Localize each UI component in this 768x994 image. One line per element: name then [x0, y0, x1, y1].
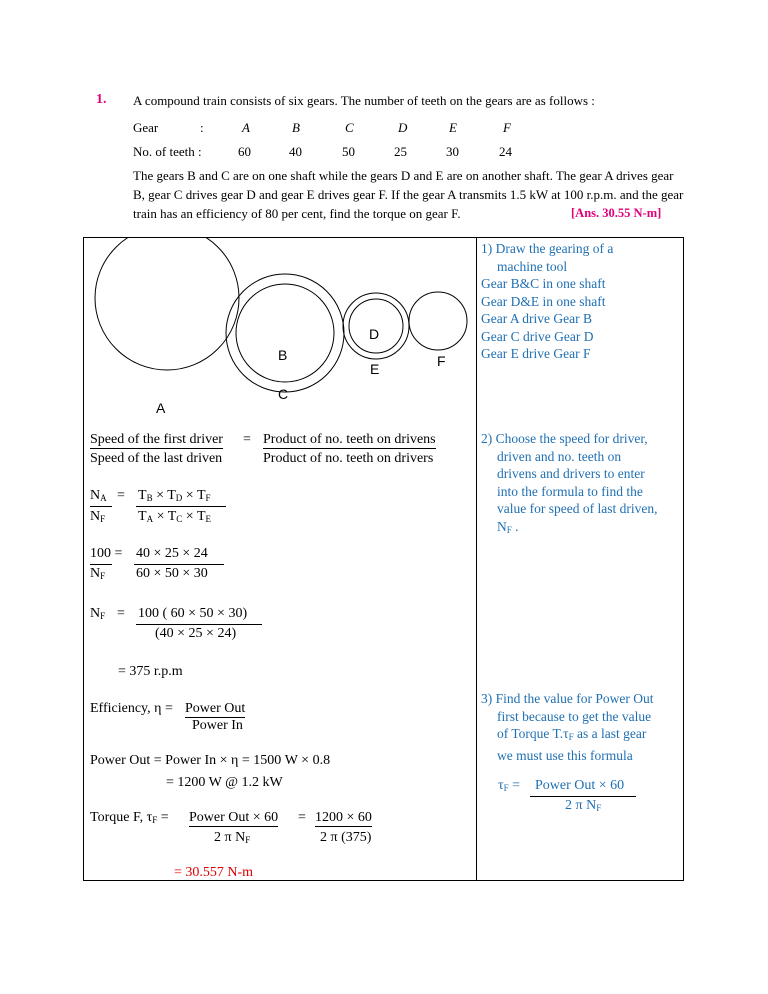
note-2: 2) Choose the speed for driver, driven and no. teeth on drivens and drivers to enter into the formula to find the value for speed of last driven, $N_F$ .: [481, 431, 658, 535]
gear-b-circle: [236, 284, 334, 382]
efficiency-label: Efficiency, η =: [90, 701, 173, 716]
question-body-line3: train has an efficiency of 80 per cent, find the torque on gear F.: [133, 206, 461, 221]
teeth-count-f: 24: [499, 144, 512, 159]
torque-denominator: 2 π $N_F$: [214, 830, 251, 845]
question-body-line2: B, gear C drives gear D and gear E drives gear F. If the gear A transmits 1.5 kW at 100 r.p.m. and the gear: [133, 187, 684, 202]
ratio-equals: =: [243, 432, 251, 447]
gear-a-circle: [95, 238, 239, 370]
teeth-count-a: 60: [238, 144, 251, 159]
gear-c-circle: [226, 274, 344, 392]
step3-nf: $N_F$: [90, 606, 106, 621]
na-symbol: $N_A$: [90, 488, 107, 503]
step3-fraction-line: [136, 624, 262, 625]
step2-nf: $N_F$: [90, 566, 106, 581]
nf-result: = 375 r.p.m: [118, 664, 183, 679]
gear-label-e: E: [370, 361, 380, 377]
teeth-row-label: No. of teeth :: [133, 144, 202, 159]
torque-numerator: Power Out × 60: [189, 810, 279, 825]
question-intro: A compound train consists of six gears. The number of teeth on the gears are as follows :: [133, 93, 595, 108]
nf-symbol: $N_F$: [90, 509, 106, 524]
gear-label-a: A: [156, 400, 166, 416]
torque-denominator-2: 2 π (375): [320, 830, 372, 845]
torque-label: Torque F, $\tau_F$ =: [90, 810, 169, 825]
step2-fraction-line: [134, 564, 224, 565]
gear-label-f: F: [437, 353, 446, 369]
question-number: 1.: [96, 92, 107, 107]
teeth-count-e: 30: [446, 144, 459, 159]
na-equals: =: [117, 488, 125, 503]
gear-name-a: A: [242, 120, 250, 135]
gear-name-e: E: [449, 120, 457, 135]
teeth-product-numerator: $T_B \times T_D \times T_F$: [138, 488, 211, 503]
torque-numerator-2: 1200 × 60: [315, 810, 372, 825]
column-divider: [476, 237, 477, 881]
ratio-lhs-numerator: Speed of the first driver: [90, 432, 223, 447]
gear-name-b: B: [292, 120, 300, 135]
question-body-line1: The gears B and C are on one shaft while the gears D and E are on another shaft. The gear A drives gear: [133, 168, 674, 183]
answer-badge: [Ans. 30.55 N-m]: [571, 206, 662, 220]
step2-numerator: 40 × 25 × 24: [136, 546, 208, 561]
efficiency-numerator: Power Out: [185, 701, 246, 716]
gear-name-d: D: [398, 120, 408, 135]
teeth-count-b: 40: [289, 144, 302, 159]
formula-fraction-line: [530, 796, 636, 797]
gear-label-d: D: [369, 326, 380, 342]
torque-equals-2: =: [298, 810, 306, 825]
formula-numerator: Power Out × 60: [535, 778, 625, 793]
step3-denominator: (40 × 25 × 24): [155, 626, 237, 641]
step3-numerator: 100 ( 60 × 50 × 30): [138, 606, 248, 621]
na-fraction-line: [90, 506, 112, 507]
formula-lhs: $\tau_F$ =: [498, 778, 521, 793]
power-out-line1: Power Out = Power In × η = 1500 W × 0.8: [90, 753, 331, 768]
teeth-count-c: 50: [342, 144, 355, 159]
gear-label-b: B: [278, 347, 288, 363]
step3-equals: =: [117, 606, 125, 621]
note-3: 3) Find the value for Power Out first because to get the value of Torque $T.\tau_F$ as a last gear we must use this formula: [481, 691, 654, 763]
gear-row-colon: :: [200, 120, 204, 135]
ratio-lhs-denominator: Speed of the last driven: [90, 451, 223, 466]
gear-label-c: C: [278, 386, 289, 402]
ratio-rhs-numerator: Product of no. teeth on drivens: [263, 432, 436, 447]
step2-denominator: 60 × 50 × 30: [136, 566, 208, 581]
step2-lhs: 100 =: [90, 546, 123, 561]
gear-name-f: F: [503, 120, 511, 135]
formula-denominator: 2 π $N_F$: [565, 798, 602, 813]
torque-result: = 30.557 N-m: [174, 865, 254, 880]
gear-f-circle: [409, 292, 467, 350]
teeth-product-denominator: $T_A \times T_C \times T_E$: [138, 509, 212, 524]
gear-name-c: C: [345, 120, 354, 135]
note-1: 1) Draw the gearing of a machine tool Gear B&C in one shaft Gear D&E in one shaft Gear A drive Gear B Gear C drive Gear D Gear E drive Gear F: [481, 241, 614, 361]
ratio-rhs-denominator: Product of no. teeth on drivers: [263, 451, 434, 466]
step2-lhs-line: [90, 564, 112, 565]
teeth-fraction-line: [136, 506, 226, 507]
efficiency-denominator: Power In: [192, 718, 243, 733]
power-out-line2: = 1200 W @ 1.2 kW: [166, 775, 283, 790]
teeth-count-d: 25: [394, 144, 407, 159]
gear-row-label: Gear: [133, 120, 159, 135]
